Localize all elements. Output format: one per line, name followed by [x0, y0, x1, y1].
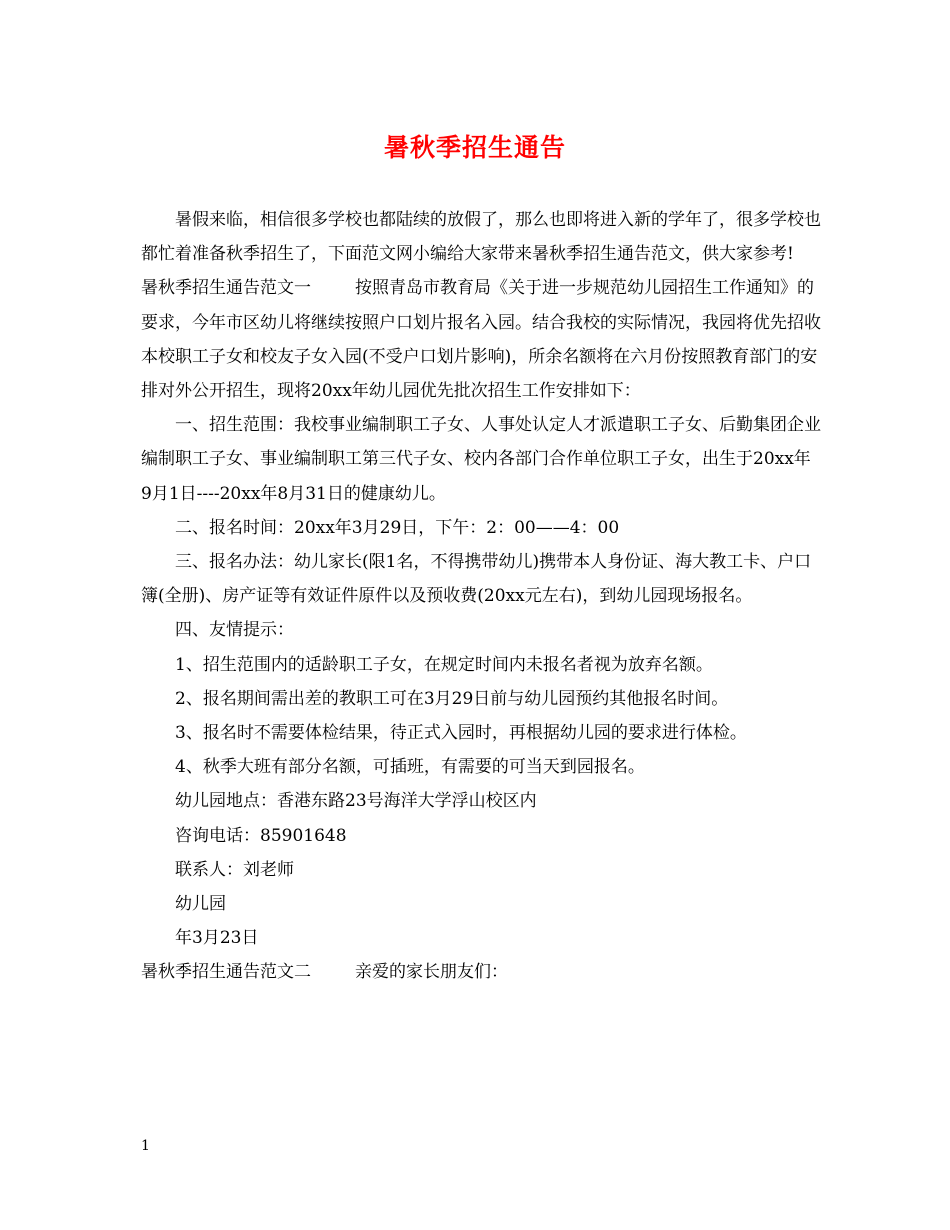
signature-line: 幼儿园: [175, 894, 226, 915]
document-title: 暑秋季招生通告: [383, 133, 566, 162]
tip-item: 4、秋季大班有部分名额，可插班，有需要的可当天到园报名。: [175, 757, 645, 778]
document-body: [141, 203, 821, 990]
sample-one-text: 按照青岛市教育局《关于进一步规范幼儿园招生工作通知》的要求，今年市区幼儿将继续按照户口划片报名入园。结合我校的实际情况，我园将优先招收本校职工子女和校友子女入园(不受户口划片影响)，所余名额将在六月份按照教育部门的安排对外公开招生，现将20xx年幼儿园优先批次招生工作安排如下：: [141, 278, 821, 402]
tip-item: 1、招生范围内的适龄职工子女，在规定时间内未报名者视为放弃名额。: [175, 654, 713, 675]
address-line: 幼儿园地点：香港东路23号海洋大学浮山校区内: [175, 791, 537, 812]
time-paragraph: 二、报名时间：20xx年3月29日，下午：2：00——4：00: [175, 517, 620, 538]
method-paragraph: 三、报名办法：幼儿家长(限1名，不得携带幼儿)携带本人身份证、海大教工卡、户口簿(全册)、房产证等有效证件原件以及预收费(20xx元左右)，到幼儿园现场报名。: [141, 552, 812, 607]
sample-two-text: 亲爱的家长朋友们：: [355, 962, 508, 983]
page-number: 1: [141, 1138, 150, 1154]
sample-two-heading: 暑秋季招生通告范文二: [141, 962, 311, 983]
phone-line: 咨询电话：85901648: [175, 825, 347, 846]
intro-paragraph: 暑假来临，相信很多学校也都陆续的放假了，那么也即将进入新的学年了，很多学校也都忙着准备秋季招生了，下面范文网小编给大家带来暑秋季招生通告范文，供大家参考!: [141, 210, 821, 265]
contact-line: 联系人：刘老师: [175, 859, 294, 880]
sample-one-heading: 暑秋季招生通告范文一: [141, 278, 311, 299]
tip-item: 3、报名时不需要体检结果，待正式入园时，再根据幼儿园的要求进行体检。: [175, 723, 747, 744]
tip-item: 2、报名期间需出差的教职工可在3月29日前与幼儿园预约其他报名时间。: [175, 688, 729, 709]
scope-paragraph: 一、招生范围：我校事业编制职工子女、人事处认定人才派遣职工子女、后勤集团企业编制职工子女、事业编制职工第三代子女、校内各部门合作单位职工子女，出生于20xx年9月1日----20xx年8月31日的健康幼儿。: [141, 415, 821, 504]
sample-one-paragraph: [141, 271, 821, 408]
date-line: 年3月23日: [175, 928, 259, 949]
sample-two-paragraph: [141, 955, 821, 989]
tips-heading: 四、友情提示：: [175, 620, 294, 641]
